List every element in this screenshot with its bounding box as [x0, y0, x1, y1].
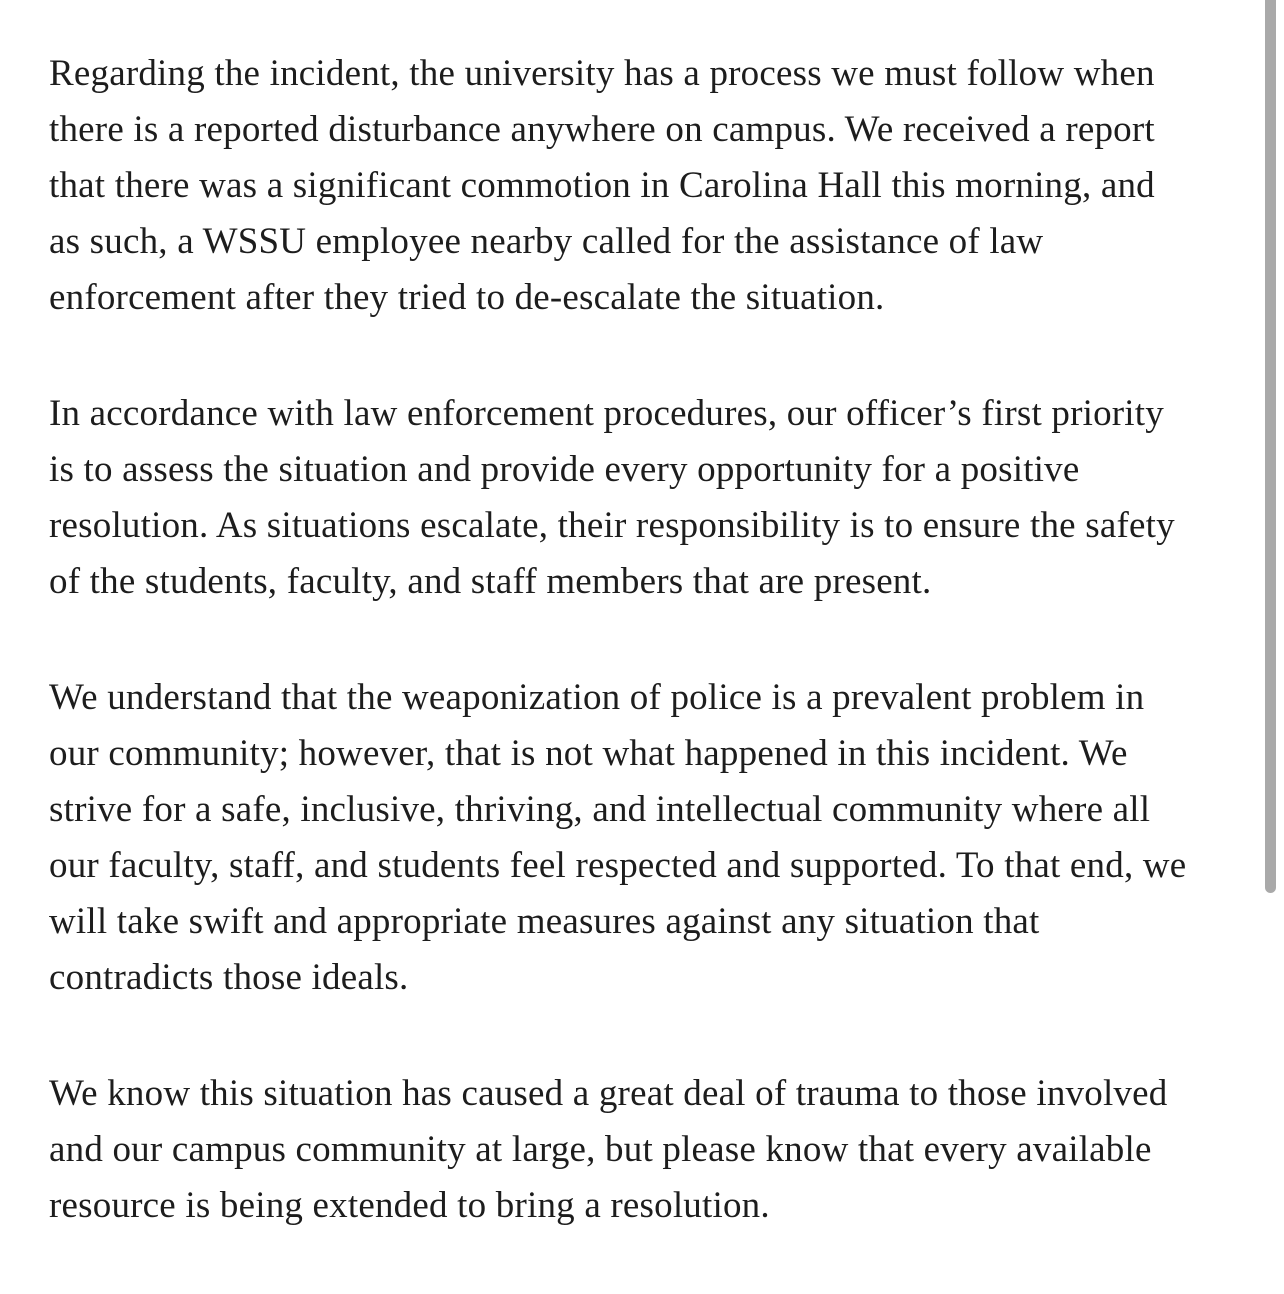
text-line: strive for a safe, inclusive, thriving, and intellectual community where all	[49, 789, 1151, 830]
text-line: In accordance with law enforcement procedures, our officer’s first priority	[49, 393, 1164, 434]
text-line: Regarding the incident, the university has a process we must follow when	[49, 53, 1155, 94]
text-line: that there was a significant commotion in Carolina Hall this morning, and	[49, 165, 1155, 206]
paragraph	[49, 670, 1239, 1006]
text-line: enforcement after they tried to de-escalate the situation.	[49, 277, 885, 318]
text-line: resource is being extended to bring a resolution.	[49, 1185, 770, 1226]
text-line: as such, a WSSU employee nearby called for the assistance of law	[49, 221, 1044, 262]
text-line: We understand that the weaponization of police is a prevalent problem in	[49, 677, 1145, 718]
text-line: and our campus community at large, but please know that every available	[49, 1129, 1152, 1170]
paragraph	[49, 386, 1239, 610]
text-line: our faculty, staff, and students feel respected and supported. To that end, we	[49, 845, 1187, 886]
text-line: of the students, faculty, and staff members that are present.	[49, 561, 932, 602]
text-line: is to assess the situation and provide every opportunity for a positive	[49, 449, 1080, 490]
paragraph	[49, 1066, 1239, 1234]
text-line: there is a reported disturbance anywhere on campus. We received a report	[49, 109, 1155, 150]
text-line: We know this situation has caused a great deal of trauma to those involved	[49, 1073, 1168, 1114]
document-body	[49, 46, 1239, 1294]
scrollbar-thumb[interactable]	[1265, 0, 1276, 893]
text-line: our community; however, that is not what happened in this incident. We	[49, 733, 1128, 774]
text-line: contradicts those ideals.	[49, 957, 409, 998]
text-line: resolution. As situations escalate, their responsibility is to ensure the safety	[49, 505, 1175, 546]
paragraph	[49, 46, 1239, 326]
text-line: will take swift and appropriate measures against any situation that	[49, 901, 1040, 942]
